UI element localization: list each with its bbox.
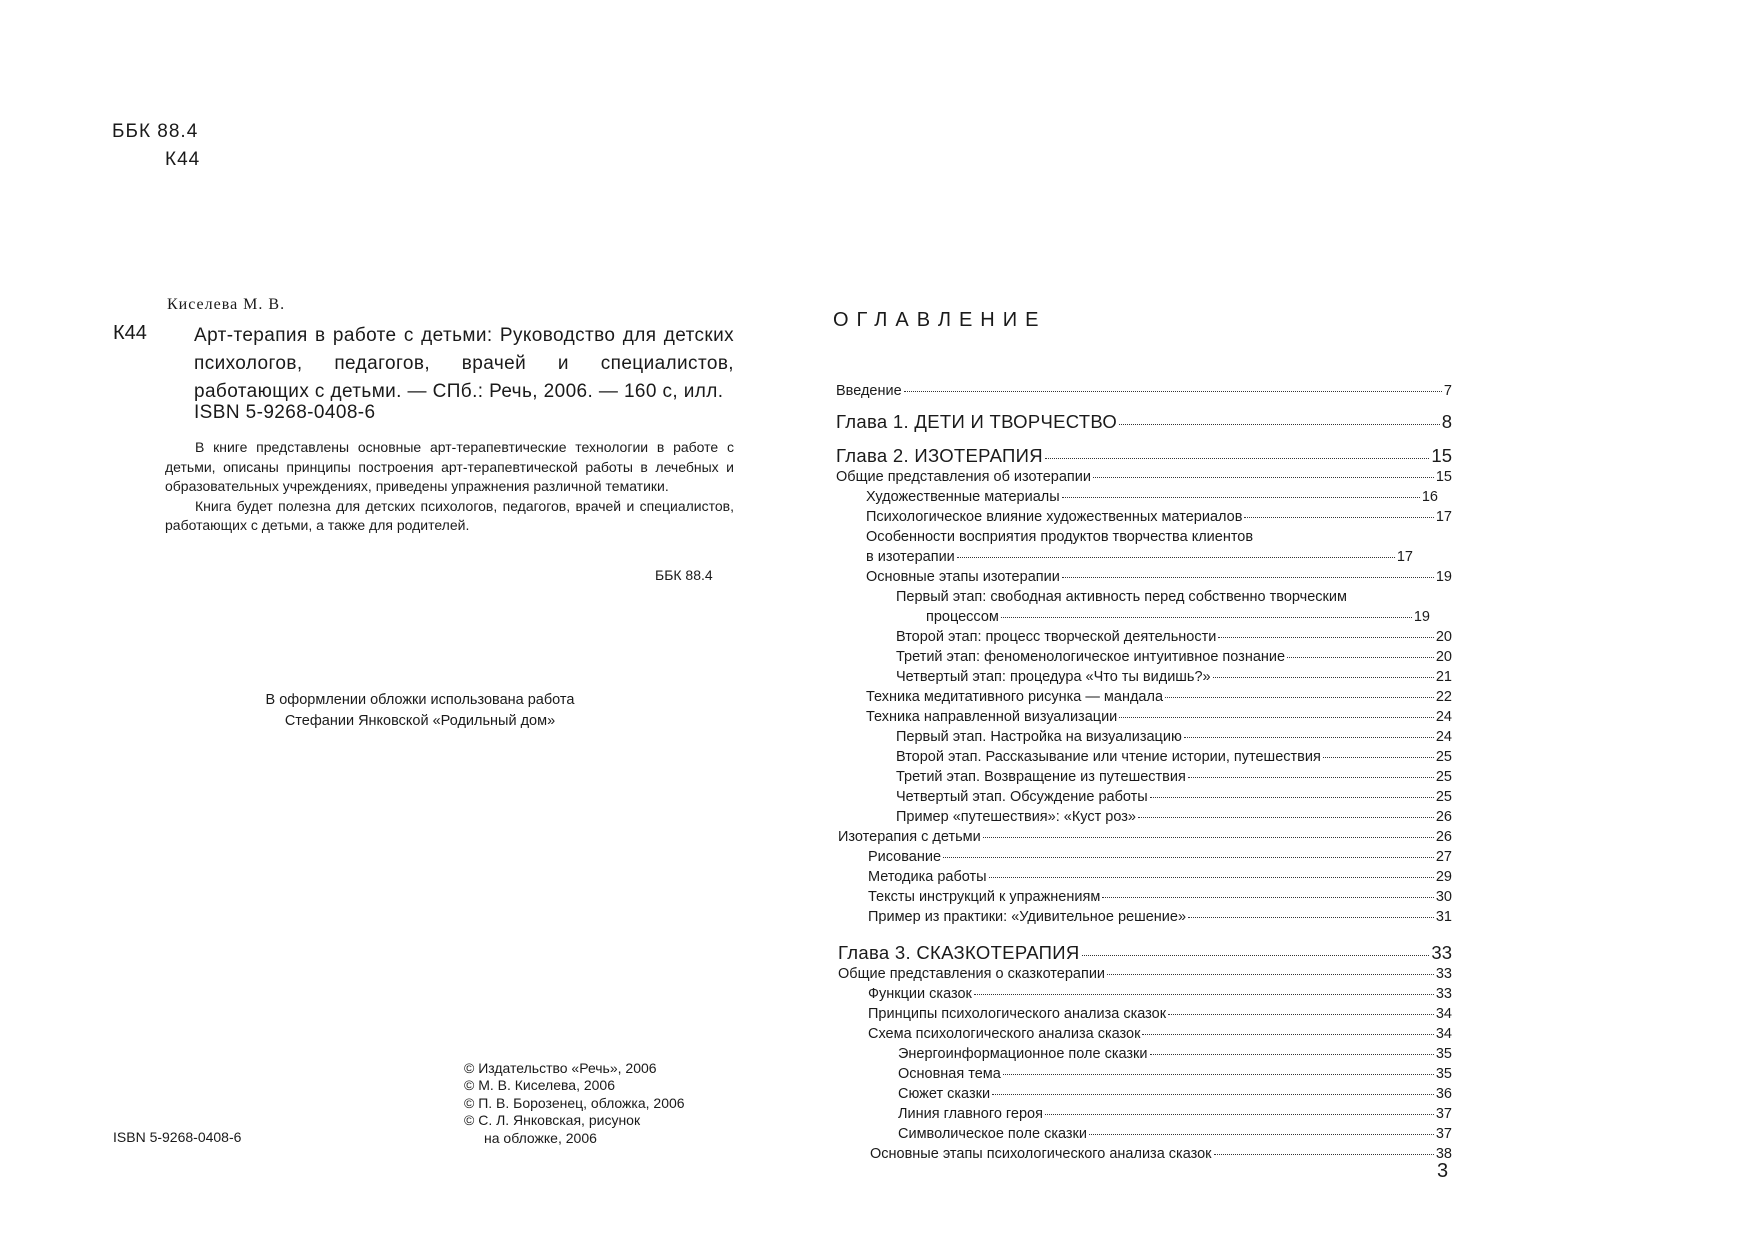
annotation-paragraph: В книге представлены основные арт-терапевтические технологии в работе с детьми, описаны принципы построения арт-терапевтической работы в лечебных и образовательных учреждениях, приведены упражнения различной тематики.	[165, 439, 734, 494]
toc-entry-page: 25	[1435, 749, 1452, 765]
toc-entry-page: 22	[1435, 689, 1452, 705]
toc-leader	[1093, 477, 1434, 478]
toc-title: ОГЛАВЛЕНИЕ	[833, 309, 1047, 331]
toc-entry-title: Энергоинформационное поле сказки	[898, 1046, 1148, 1062]
toc-entry-page: 21	[1435, 669, 1452, 685]
toc-entry[interactable]	[866, 689, 1452, 705]
toc-entry-page: 15	[1435, 469, 1452, 485]
toc-entry[interactable]	[868, 849, 1452, 865]
toc-entry-page: 25	[1435, 769, 1452, 785]
toc-leader	[1218, 637, 1434, 638]
toc-leader	[1062, 577, 1434, 578]
toc-entry[interactable]	[896, 729, 1452, 745]
toc-entry-title: Принципы психологического анализа сказок	[868, 1006, 1167, 1022]
toc-entry[interactable]	[896, 649, 1452, 665]
toc-entry[interactable]	[838, 966, 1452, 982]
toc-entry-page: 24	[1435, 729, 1452, 745]
toc-entry-page: 36	[1435, 1086, 1452, 1102]
copyright-block	[464, 1060, 685, 1147]
toc-entry-page: 37	[1435, 1126, 1452, 1142]
toc-entry-title: Символическое поле сказки	[898, 1126, 1087, 1142]
toc-entry-title: Техника направленной визуализации	[866, 709, 1118, 725]
toc-entry-title: Основная тема	[898, 1066, 1001, 1082]
toc-leader	[1082, 955, 1430, 956]
toc-leader	[1142, 1034, 1433, 1035]
toc-entry-page: 30	[1435, 889, 1452, 905]
toc-entry-page: 15	[1431, 445, 1452, 466]
toc-leader	[1119, 717, 1434, 718]
copyright-line: © С. Л. Янковская, рисунок	[464, 1112, 641, 1129]
toc-leader	[1003, 1074, 1434, 1075]
author-mark-top: К44	[165, 149, 201, 170]
copyright-line: © М. В. Киселева, 2006	[464, 1077, 616, 1094]
toc-entry[interactable]	[868, 1006, 1452, 1022]
toc-entry-page: 19	[1413, 609, 1430, 625]
toc-entry-title: Сюжет сказки	[898, 1086, 991, 1102]
toc-entry[interactable]	[898, 1086, 1452, 1102]
bbk-code: ББК 88.4	[112, 121, 199, 142]
toc-entry-title: Введение	[836, 383, 902, 399]
toc-entry[interactable]	[896, 749, 1452, 765]
toc-leader	[1102, 897, 1434, 898]
toc-entry-page: 17	[1396, 549, 1413, 565]
toc-entry-title: Схема психологического анализа сказок	[868, 1026, 1141, 1042]
toc-leader	[1213, 677, 1434, 678]
toc-leader	[1165, 697, 1434, 698]
toc-entry-title: Второй этап: процесс творческой деятельности	[896, 629, 1217, 645]
toc-leader	[1244, 517, 1433, 518]
toc-leader	[1214, 1154, 1434, 1155]
toc-entry[interactable]	[898, 1066, 1452, 1082]
toc-entry	[896, 589, 1347, 605]
author-mark: К44	[113, 322, 147, 344]
toc-entry[interactable]	[926, 609, 1430, 625]
author-name: Киселева М. В.	[167, 296, 286, 313]
toc-leader	[992, 1094, 1434, 1095]
toc-entry-page: 26	[1435, 809, 1452, 825]
toc-entry-title: Четвертый этап: процедура «Что ты видишь?»	[896, 669, 1211, 685]
toc-entry-title: Линия главного героя	[898, 1106, 1043, 1122]
toc-entry[interactable]	[838, 829, 1452, 845]
toc-entry-title: Особенности восприятия продуктов творчества клиентов	[866, 529, 1254, 545]
copyright-line: © П. В. Борозенец, обложка, 2006	[464, 1094, 685, 1111]
toc-entry-page: 38	[1435, 1146, 1452, 1162]
toc-chapter[interactable]	[836, 411, 1452, 433]
toc-entry-title: Глава 1. ДЕТИ И ТВОРЧЕСТВО	[836, 411, 1118, 432]
toc-entry[interactable]	[898, 1046, 1452, 1062]
toc-leader	[943, 857, 1434, 858]
copyright-line: © Издательство «Речь», 2006	[464, 1060, 657, 1076]
toc-entry-page: 24	[1435, 709, 1452, 725]
toc-leader	[1150, 1054, 1434, 1055]
toc-entry[interactable]	[868, 869, 1452, 885]
toc-entry-title: Основные этапы изотерапии	[866, 569, 1060, 585]
toc-entry[interactable]	[866, 509, 1452, 525]
toc-entry[interactable]	[866, 569, 1452, 585]
toc-entry[interactable]	[898, 1106, 1452, 1122]
toc-entry-title: Четвертый этап. Обсуждение работы	[896, 789, 1148, 805]
toc-entry-title: Первый этап. Настройка на визуализацию	[896, 729, 1182, 745]
toc-entry-title: Техника медитативного рисунка — мандала	[866, 689, 1164, 705]
bbk-block	[112, 118, 200, 174]
toc-entry-page: 27	[1435, 849, 1452, 865]
toc-entry-title: процессом	[926, 609, 999, 625]
toc-leader	[1001, 617, 1412, 618]
toc-entry[interactable]	[896, 769, 1452, 785]
toc-leader	[1287, 657, 1434, 658]
toc-entry-title: Основные этапы психологического анализа сказок	[870, 1146, 1212, 1162]
toc-entry[interactable]	[868, 889, 1452, 905]
toc-entry-page: 29	[1435, 869, 1452, 885]
toc-entry-page: 34	[1435, 1026, 1452, 1042]
toc-leader	[1168, 1014, 1434, 1015]
toc-leader	[1323, 757, 1434, 758]
toc-entry-page: 34	[1435, 1006, 1452, 1022]
toc-entry-title: Третий этап. Возвращение из путешествия	[896, 769, 1186, 785]
toc-entry[interactable]	[896, 669, 1452, 685]
toc-leader	[989, 877, 1434, 878]
toc-entry-title: Пример «путешествия»: «Куст роз»	[896, 809, 1136, 825]
bibliographic-description: Арт-терапия в работе с детьми: Руководство для детских психологов, педагогов, врачей и специалистов, работающих с детьми. — СПб.: Речь, 2006. — 160 с, илл.	[194, 325, 734, 402]
toc-leader	[1150, 797, 1434, 798]
toc-entry-title: Второй этап. Рассказывание или чтение истории, путешествия	[896, 749, 1321, 765]
toc-entry-page: 35	[1435, 1046, 1452, 1062]
toc-entry[interactable]	[836, 469, 1452, 485]
toc-entry-page: 16	[1421, 489, 1438, 505]
isbn-bottom: ISBN 5-9268-0408-6	[113, 1129, 242, 1145]
page-number: 3	[1437, 1160, 1449, 1182]
toc-entry-page: 19	[1435, 569, 1452, 585]
toc-entry-title: Методика работы	[868, 869, 987, 885]
toc-leader	[1188, 917, 1434, 918]
toc-entry[interactable]	[866, 549, 1413, 565]
toc-leader	[1107, 974, 1434, 975]
toc-entry-page: 8	[1441, 411, 1452, 432]
toc-leader	[974, 994, 1434, 995]
toc-entry[interactable]	[896, 809, 1452, 825]
toc-entry[interactable]	[868, 986, 1452, 1002]
copyright-line: на обложке, 2006	[484, 1129, 597, 1146]
toc-entry-title: Общие представления о сказкотерапии	[838, 966, 1106, 982]
toc-chapter[interactable]	[836, 445, 1452, 467]
toc-entry-page: 25	[1435, 789, 1452, 805]
toc-entry-page: 7	[1443, 383, 1452, 399]
toc-entry-title: Рисование	[868, 849, 942, 865]
toc-entry-title: Тексты инструкций к упражнениям	[868, 889, 1101, 905]
toc-entry[interactable]	[866, 709, 1452, 725]
toc-entry-page: 31	[1435, 909, 1452, 925]
toc-leader	[1062, 497, 1420, 498]
toc-leader	[1188, 777, 1434, 778]
toc-entry-page: 37	[1435, 1106, 1452, 1122]
toc-entry-title: в изотерапии	[866, 549, 955, 565]
toc-entry-page: 35	[1435, 1066, 1452, 1082]
toc-entry-title: Психологическое влияние художественных материалов	[866, 509, 1243, 525]
toc-leader	[904, 391, 1442, 392]
toc-entry-title: Первый этап: свободная активность перед собственно творческим	[896, 589, 1347, 605]
toc-leader	[1138, 817, 1434, 818]
toc-entry-title: Третий этап: феноменологическое интуитивное познание	[896, 649, 1286, 665]
annotation	[165, 438, 734, 536]
toc-entry-title: Пример из практики: «Удивительное решение»	[868, 909, 1187, 925]
toc-entry-title: Художественные материалы	[866, 489, 1060, 505]
bbk-code-right: ББК 88.4	[655, 567, 713, 583]
cover-credit	[170, 690, 670, 732]
toc-leader	[983, 837, 1434, 838]
toc-entry-page: 33	[1431, 942, 1452, 963]
toc-leader	[1119, 424, 1440, 425]
toc-leader	[1089, 1134, 1434, 1135]
isbn-line: ISBN 5-9268-0408-6	[194, 402, 376, 423]
toc-entry[interactable]	[898, 1126, 1452, 1142]
toc-entry	[866, 529, 1253, 545]
cover-credit-line: В оформлении обложки использована работа	[265, 692, 575, 708]
toc-entry[interactable]	[866, 489, 1438, 505]
toc-entry-title: Общие представления об изотерапии	[836, 469, 1091, 485]
toc-leader	[1184, 737, 1434, 738]
toc-entry-page: 17	[1435, 509, 1452, 525]
toc-entry[interactable]	[836, 383, 1452, 399]
toc-chapter[interactable]	[838, 942, 1452, 964]
cover-credit-line: Стефании Янковской «Родильный дом»	[284, 713, 556, 729]
toc-entry[interactable]	[868, 909, 1452, 925]
toc-entry[interactable]	[896, 789, 1452, 805]
toc-entry[interactable]	[870, 1146, 1452, 1162]
toc-entry-page: 33	[1435, 966, 1452, 982]
toc-entry-page: 20	[1435, 649, 1452, 665]
toc-leader	[957, 557, 1395, 558]
toc-entry-title: Глава 3. СКАЗКОТЕРАПИЯ	[838, 942, 1080, 963]
toc-leader	[1045, 1114, 1434, 1115]
toc-entry[interactable]	[868, 1026, 1452, 1042]
toc-leader	[1045, 458, 1430, 459]
annotation-paragraph: Книга будет полезна для детских психологов, педагогов, врачей и специалистов, работающих с детьми, а также для родителей.	[165, 497, 734, 533]
toc-entry-page: 33	[1435, 986, 1452, 1002]
toc-entry-page: 26	[1435, 829, 1452, 845]
toc-entry-title: Изотерапия с детьми	[838, 829, 981, 845]
toc-entry-title: Функции сказок	[868, 986, 972, 1002]
toc-entry-page: 20	[1435, 629, 1452, 645]
toc-entry-title: Глава 2. ИЗОТЕРАПИЯ	[836, 445, 1043, 466]
toc-entry[interactable]	[896, 629, 1452, 645]
